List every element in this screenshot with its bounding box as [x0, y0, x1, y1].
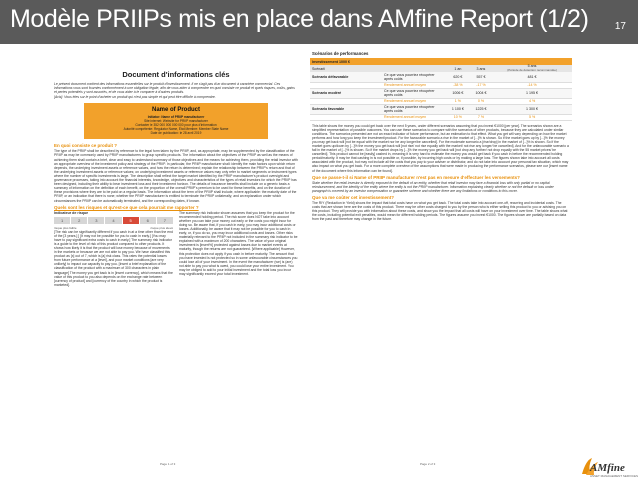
- risk-low-label: risque plus faible: [54, 225, 77, 230]
- risk-level: 6: [140, 217, 156, 224]
- product-line: Date de publication: le 28 avril 2019: [150, 131, 202, 136]
- cell: 1004 €: [470, 88, 492, 98]
- investment-label: Investissement 1000 €: [310, 58, 572, 65]
- table-row: [310, 114, 572, 120]
- cell: 1 100 €: [446, 104, 470, 114]
- product-box: [84, 103, 268, 139]
- risk-high-label: risque plus élevé: [150, 225, 173, 230]
- slide-title: Modèle PRIIPs mis en place dans AMfine Report (1/2): [10, 5, 589, 33]
- risk-indicator-label: Indicateur de risque: [54, 210, 89, 215]
- cell: 1006 €: [446, 88, 470, 98]
- performance-text: This table shows the money you could get back over the next 5 years, under different scenarios assuming that you invest €1000 [per year]. The scenarios shown are a simplified representation of possible outcomes. You can use these scenarios to compare with the scenarios of other products, because they are calculated under similar conditions. The scenarios presented are not an exact indicator of future performance, but an estimation to that effect. What you get will vary depending on how the market performs and how long you keep the investment/product. For the favourable scenario a rise in the market of [...]% is shown. So if the market goes up by [...]% the money you may get back will [not be equal with the market nor be any longer/be cancelled]. For the moderate scenario a [rise/drop] in the market of [...]% is shown. So if the market goes up/down by [...]% the money you get back will [not rise/ not rise equally with the market/ not rise any longer/ be cancelled]. And for the unfavourable scenario a fall in the market of [...]% is shown. So if the market drops by [...]% the money you get back will [not drop any further/ not drop equally with the 55 market prices/ be cancelled]. This product cannot be [easily] cashed in, meaning it is very hard to estimate the money you would get back if you cash in before the recommended holding period/maturity. It may be that cashing in is not possible or, if possible, by incurring high costs or by making a large loss. The figures shown take into account all costs associated with the product, but may not include all the costs that you pay to your adviser or distributor, and do not take into account your personal tax situation, which may also impact on what you get back. For a more complete overview of the assumptions that were made in producing the performance scenarios, please see our [insert name of the document where this information can be found].: [312, 123, 569, 173]
- default-text: State whether the retail investor is directly exposed to the default of an entity, whether that retail investor may face a financial loss with only partial or no capital reimbursement, and the identity of the entity where the entity is not the PRIIP manufacturer. Information explaining clearly whether or not the default or loss under paragraph is covered by an investor compensation or guarantee scheme and whether there are any limitations or conditions to this cover.: [312, 180, 554, 193]
- product-line: Autorité compétente: Regulator Name, État Membre: Member State Name: [123, 127, 229, 132]
- risk-level: 3: [88, 217, 104, 224]
- col-header-note: (Période de détention recommandée): [507, 67, 557, 72]
- scenario-desc: Ce que vous pourriez récupérer après coûts: [382, 104, 446, 114]
- cell: 10 %: [446, 114, 470, 120]
- product-line: Initiator: Name of PRIIP manufacturer: [147, 115, 205, 120]
- cell: -17 %: [470, 82, 492, 88]
- cell: 1225 €: [470, 104, 492, 114]
- risk-level: 5: [123, 217, 139, 224]
- section-product-text: The type of the PRIIP shall be described by reference to the legal form taken by the PRIIP, and, as appropriate, may be supplemented by the classification of the PRIIP as may be commonly used by PRIIP manufacturers to group specific products. The information about the objectives of the PRIIP as well as the means of achieving them shall contain a brief, clear and easy to understand summary of those objectives and the means for achieving them, providing the retail investor with an appropriate overview of the investment policy and strategy of the PRIIP. In particular, the PRIIP manufacturer shall: identify the main factors upon which return depends, the underlying investment assets or reference values, and how the return is determined; explain the relationship between the PRIIP's return and that of the underlying investment assets or reference values; on underlying investment assets or reference values may only refer to market segments or instrument types where the number of specific investments is large. The description shall reflect the target market identified by the PRIIP manufacturer's product oversight and governance processes, taking into account the financial interests, knowledge, objectives and characteristics of the types of retail investors for which the PRIIP has been designed, including their ability to bear investment loss and their investment horizon. The details of insurance benefits shall include on a generic basis a summary of information on the definition of each benefit, on the proportion of the overall PRIIP's premium to be used for these benefits, and on the duration of these provisions where they are to be paid on a regular basis. The information about the term of the PRIIP shall include, where applicable: the maturity date of the PRIIP, or an indication that there is none; whether the PRIIP manufacturer is entitled to terminate the PRIIP unilaterally; and an explanation under which circumstances the PRIIP can be automatically terminated, and the corresponding dates, if known.: [54, 149, 298, 203]
- kid-page-2: [310, 48, 572, 468]
- table-row: [310, 88, 572, 98]
- performance-table: [310, 58, 572, 121]
- risk-level: 2: [71, 217, 87, 224]
- risk-scale: [54, 217, 173, 224]
- table-row: [310, 72, 572, 82]
- risk-text-left: [The risk can be significantly different if you cash in at a time other than the end of the [3 years.] ] [It may not be possible for you to cash in early.] [You may have to pay significant extra costs to cash in early.] The summary risk indicator is a guide to the level of risk of this product compared to other products. It shows how likely it is that the product will lose money because of movements in the markets or because we are not able to pay you. We have classified this product as [x] out of 7, which is [a] risk class. This rates the potential losses from future performance at a [level], and poor market conditions [are very unlikely] to impact our capacity to pay you. [Insert a brief explanation of the classification of the product with a maximum of 300 characters in plain language] The money you get back is in [insert currency], which means that the value of this product to you also depends on the exchange rate between [currency of product] and [currency of the country in which the product is marketed].: [54, 229, 173, 287]
- scenario-desc: Ce que vous pourriez récupérer après coûts: [382, 72, 446, 82]
- page-label: Page 1 of 3: [160, 462, 176, 466]
- intro-text: Le présent document contient des informations essentielles sur le produit d'investissement. Il ne s'agit pas d'un document à caractère commercial. Ces informations vous sont fournies conformément à une obligation légale, afin de vous aider à comprendre en quoi consiste ce produit et quels risques, coûts, gains et pertes potentiels y sont associés, et de vous aider à le comparer à d'autres produits.: [54, 82, 295, 95]
- scenario-desc: Ce que vous pourriez récupérer après coûts: [382, 88, 446, 98]
- risk-level: 1: [54, 217, 70, 224]
- col-header: 1 an: [446, 65, 470, 72]
- scenario-name: Scénario modéré: [310, 88, 382, 98]
- risk-level: 7: [157, 217, 173, 224]
- performance-title: Scénarios de performances: [312, 51, 369, 56]
- cell: 5 %: [492, 114, 572, 120]
- cell: 481 €: [492, 72, 572, 82]
- scenario-header: Scénarii: [310, 65, 382, 72]
- risk-level: 4: [105, 217, 121, 224]
- table-row: [310, 104, 572, 114]
- product-line: Site internet: Website for PRIIP manufacturer: [144, 119, 208, 124]
- logo-name: AMfine: [590, 462, 625, 474]
- col-header: 5 ans (Période de détention recommandée): [492, 65, 572, 72]
- cell: 620 €: [446, 72, 470, 82]
- risk-text-right: The summary risk indicator shown assumes that you keep the product for the recommended holding period. The risk score does NOT take into account whether you can take your money out early or the costs you might incur for doing so. Be aware that, if you cash in early, you may incur additional costs or losses. Additionally, be aware that it may not be possible for you to cash in early, or, if you do so, you may incur additional costs and losses. Other risks materially relevant to the PRIIP not included in the summary risk indicator to be explained with a maximum of 200 characters. The value of your original investment is [insert%] protected against losses due to market events at maturity, though the returns are not guaranteed. [Where applicable] However, this protection does not apply if you cash in before maturity. The amount that you have invested is not protected so in some unfavourable circumstances you could lose all of your investment. In the event the manufacturer (we) is (are) not able to pay you what is owed, you could lose your entire investment. You may be obliged to add to your initial investment and the total loss you incur may significantly exceed your total investment.: [179, 210, 298, 276]
- section-heading-default: Que se passe-t-il si Name of PRIIP manufacturer n'est pas en mesure d'effectuer les versements?: [312, 174, 520, 180]
- cell: 557 €: [470, 72, 492, 82]
- document-intro: [54, 82, 298, 99]
- section-heading-costs: Que va me coûter cet investissement?: [312, 194, 395, 200]
- logo-tagline: ASSET MANAGEMENT SERVICES: [590, 474, 638, 478]
- cell: 1 300 €: [492, 104, 572, 114]
- cell: 1 195 €: [492, 88, 572, 98]
- cell: -38 %: [446, 82, 470, 88]
- product-line: Contacter le 352 000 000 000 000 pour plus d'information: [135, 123, 217, 128]
- slide-title-bar: [0, 0, 638, 44]
- section-heading-risks: Quels sont les risques et qu'est-ce que cela pourrait me rapporter ?: [54, 204, 199, 210]
- cell: 4 %: [492, 98, 572, 104]
- scenario-name: Scénario favorable: [310, 104, 382, 114]
- scenario-sub: Rendement annuel moyen: [382, 82, 446, 88]
- document-title: Document d'informations clés: [122, 70, 230, 79]
- cell: 0 %: [470, 98, 492, 104]
- cell: -14 %: [492, 82, 572, 88]
- costs-text: The RIY (Reduction in Yield) shows the impact that total costs have on what you get back. The total costs take into account one-off, recurring and incidental costs. The costs that are shown here are the costs of this product. There may be other costs charged to you by the person who is either selling this product to you or advising you on this product. They will provide you with information about these costs, and show you the impact that all costs will have on your investment over time. The table shows what the costs, including potential exit penalties, would mean for different holding periods. The figures assume you invest €1000. The figures shown are partially based on data from the past and therefore may change in the future.: [312, 200, 568, 222]
- slide-number: 17: [614, 21, 626, 32]
- kid-page-1: [50, 48, 302, 468]
- section-heading-product: En quoi consiste ce produit ?: [54, 143, 118, 149]
- product-name: Name of Product: [151, 107, 200, 114]
- cell: 1 %: [446, 98, 470, 104]
- scenario-sub: Rendement annuel moyen: [382, 98, 446, 104]
- scenario-name: Scénario défavorable: [310, 72, 382, 82]
- page-label: Page 2 of 3: [420, 462, 436, 466]
- cell: 7 %: [470, 114, 492, 120]
- intro-warning: [Avis]: Vous êtes sur le point d'acheter un produit qui n'est pas simple et qui peut être difficile à comprendre.: [54, 95, 216, 100]
- scenario-sub: Rendement annuel moyen: [382, 114, 446, 120]
- col-header: 3 ans: [470, 65, 492, 72]
